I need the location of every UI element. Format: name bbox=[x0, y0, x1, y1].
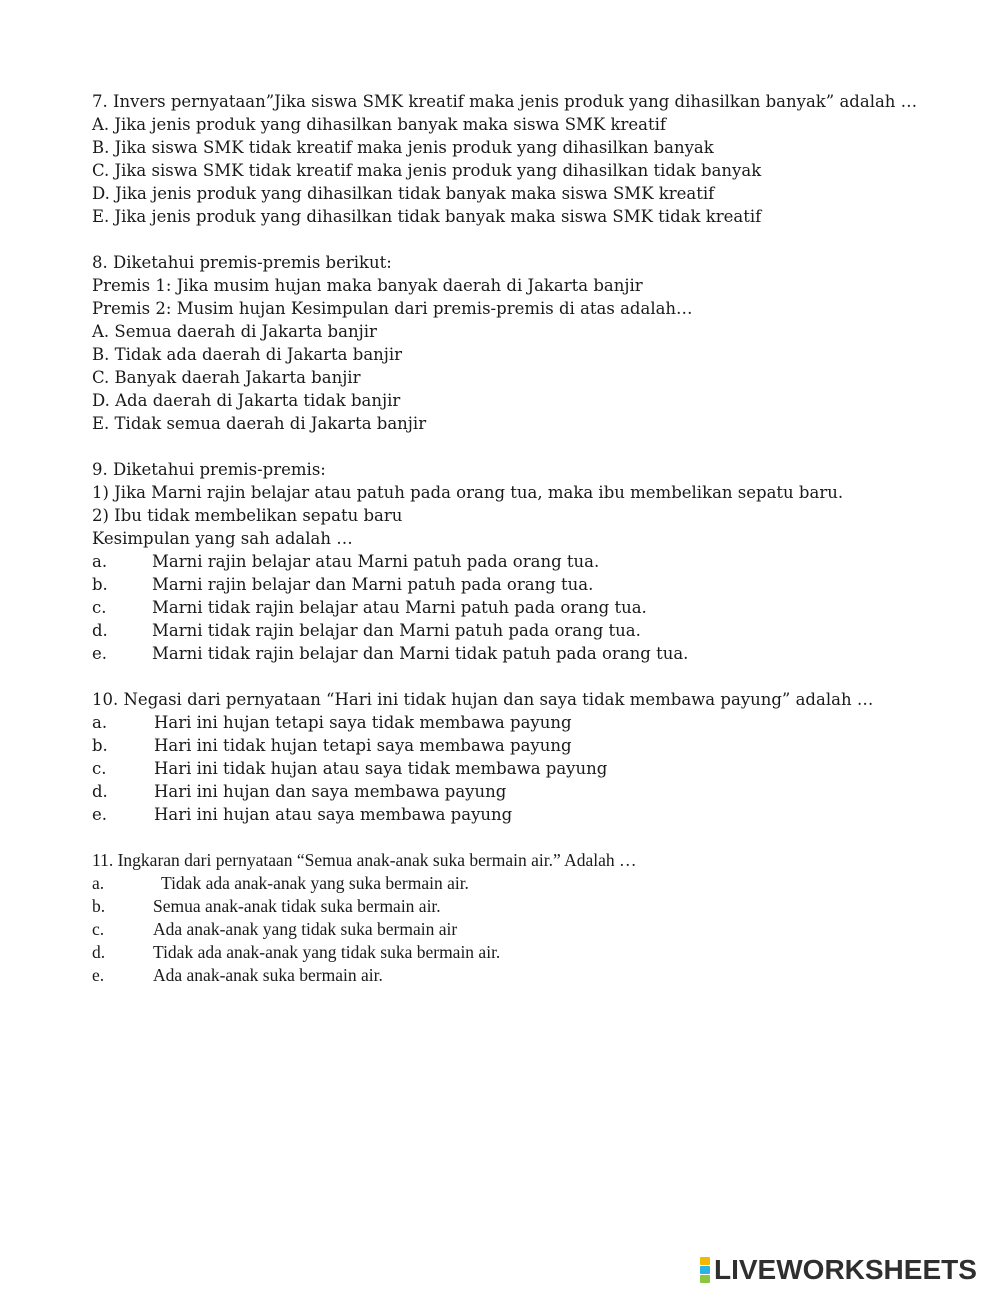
question-9-premise-1: 1) Jika Marni rajin belajar atau patuh pada orang tua, maka ibu membelikan sepatu baru. bbox=[92, 483, 844, 502]
option-letter: a. bbox=[92, 713, 108, 732]
question-9-prompt: Kesimpulan yang sah adalah … bbox=[92, 529, 353, 548]
question-11-option-b bbox=[92, 895, 952, 918]
question-8-option-e: E. Tidak semua daerah di Jakarta banjir bbox=[92, 414, 427, 433]
question-8-premise-1: Premis 1: Jika musim hujan maka banyak daerah di Jakarta banjir bbox=[92, 276, 643, 295]
question-10-stem: 10. Negasi dari pernyataan “Hari ini tidak hujan dan saya tidak membawa payung” adalah … bbox=[92, 690, 874, 709]
question-11-option-c bbox=[92, 918, 952, 941]
question-9-stem: 9. Diketahui premis-premis: bbox=[92, 460, 326, 479]
question-8 bbox=[92, 251, 952, 435]
liveworksheets-logo-icon bbox=[700, 1257, 710, 1283]
worksheet-page bbox=[92, 90, 952, 987]
logo-block-blue bbox=[700, 1266, 710, 1274]
question-8-premise-2: Premis 2: Musim hujan Kesimpulan dari premis-premis di atas adalah… bbox=[92, 299, 693, 318]
question-8-stem: 8. Diketahui premis-premis berikut: bbox=[92, 253, 392, 272]
question-8-option-b: B. Tidak ada daerah di Jakarta banjir bbox=[92, 345, 403, 364]
option-text: Marni tidak rajin belajar atau Marni patuh pada orang tua. bbox=[152, 598, 647, 617]
question-11-stem: 11. Ingkaran dari pernyataan “Semua anak-anak suka bermain air.” Adalah … bbox=[92, 850, 637, 870]
question-10-option-a bbox=[92, 711, 952, 734]
question-9-option-c bbox=[92, 596, 952, 619]
option-text: Hari ini tidak hujan tetapi saya membawa payung bbox=[154, 736, 572, 755]
option-text: Ada anak-anak suka bermain air. bbox=[153, 965, 383, 985]
question-7-option-b: B. Jika siswa SMK tidak kreatif maka jenis produk yang dihasilkan banyak bbox=[92, 138, 714, 157]
option-letter: b. bbox=[92, 896, 106, 916]
option-letter: d. bbox=[92, 942, 106, 962]
option-letter: d. bbox=[92, 782, 108, 801]
option-text: Hari ini tidak hujan atau saya tidak membawa payung bbox=[154, 759, 608, 778]
option-text: Ada anak-anak yang tidak suka bermain air bbox=[153, 919, 458, 939]
question-8-option-c: C. Banyak daerah Jakarta banjir bbox=[92, 368, 361, 387]
option-letter: a. bbox=[92, 873, 105, 893]
question-8-option-d: D. Ada daerah di Jakarta tidak banjir bbox=[92, 391, 401, 410]
option-letter: c. bbox=[92, 598, 107, 617]
option-text: Tidak ada anak-anak yang tidak suka bermain air. bbox=[153, 942, 501, 962]
option-text: Tidak ada anak-anak yang suka bermain air. bbox=[161, 873, 469, 893]
option-letter: e. bbox=[92, 805, 108, 824]
option-text: Marni rajin belajar dan Marni patuh pada orang tua. bbox=[152, 575, 594, 594]
option-text: Marni rajin belajar atau Marni patuh pada orang tua. bbox=[152, 552, 600, 571]
option-text: Marni tidak rajin belajar dan Marni patuh pada orang tua. bbox=[152, 621, 641, 640]
question-10-option-e bbox=[92, 803, 952, 826]
question-10-option-c bbox=[92, 757, 952, 780]
question-10-option-d bbox=[92, 780, 952, 803]
question-11 bbox=[92, 849, 952, 987]
option-letter: b. bbox=[92, 736, 108, 755]
logo-block-yellow bbox=[700, 1257, 710, 1265]
option-letter: e. bbox=[92, 965, 105, 985]
option-text: Hari ini hujan atau saya membawa payung bbox=[154, 805, 513, 824]
option-letter: e. bbox=[92, 644, 108, 663]
logo-text: LIVEWORKSHEETS bbox=[714, 1254, 977, 1285]
question-11-option-d bbox=[92, 941, 952, 964]
question-10-option-b bbox=[92, 734, 952, 757]
liveworksheets-logo[interactable] bbox=[700, 1252, 995, 1288]
question-8-option-a: A. Semua daerah di Jakarta banjir bbox=[92, 322, 377, 341]
option-letter: c. bbox=[92, 919, 105, 939]
question-9-option-d bbox=[92, 619, 952, 642]
question-7-option-d: D. Jika jenis produk yang dihasilkan tidak banyak maka siswa SMK kreatif bbox=[92, 184, 715, 203]
option-letter: c. bbox=[92, 759, 107, 778]
question-7 bbox=[92, 90, 952, 228]
option-letter: a. bbox=[92, 552, 108, 571]
question-9 bbox=[92, 458, 952, 665]
option-text: Marni tidak rajin belajar dan Marni tidak patuh pada orang tua. bbox=[152, 644, 689, 663]
question-7-option-a: A. Jika jenis produk yang dihasilkan banyak maka siswa SMK kreatif bbox=[92, 115, 666, 134]
option-text: Hari ini hujan dan saya membawa payung bbox=[154, 782, 507, 801]
question-9-premise-2: 2) Ibu tidak membelikan sepatu baru bbox=[92, 506, 403, 525]
question-11-option-a bbox=[92, 872, 952, 895]
question-11-option-e bbox=[92, 964, 952, 987]
option-text: Semua anak-anak tidak suka bermain air. bbox=[153, 896, 441, 916]
option-letter: d. bbox=[92, 621, 108, 640]
question-9-option-b bbox=[92, 573, 952, 596]
question-7-option-e: E. Jika jenis produk yang dihasilkan tidak banyak maka siswa SMK tidak kreatif bbox=[92, 207, 762, 226]
question-10 bbox=[92, 688, 952, 826]
question-7-stem: 7. Invers pernyataan”Jika siswa SMK kreatif maka jenis produk yang dihasilkan banyak” adalah … bbox=[92, 92, 918, 111]
question-9-option-e bbox=[92, 642, 952, 665]
option-letter: b. bbox=[92, 575, 108, 594]
option-text: Hari ini hujan tetapi saya tidak membawa payung bbox=[154, 713, 572, 732]
question-9-option-a bbox=[92, 550, 952, 573]
logo-block-green bbox=[700, 1275, 710, 1283]
question-7-option-c: C. Jika siswa SMK tidak kreatif maka jenis produk yang dihasilkan tidak banyak bbox=[92, 161, 762, 180]
